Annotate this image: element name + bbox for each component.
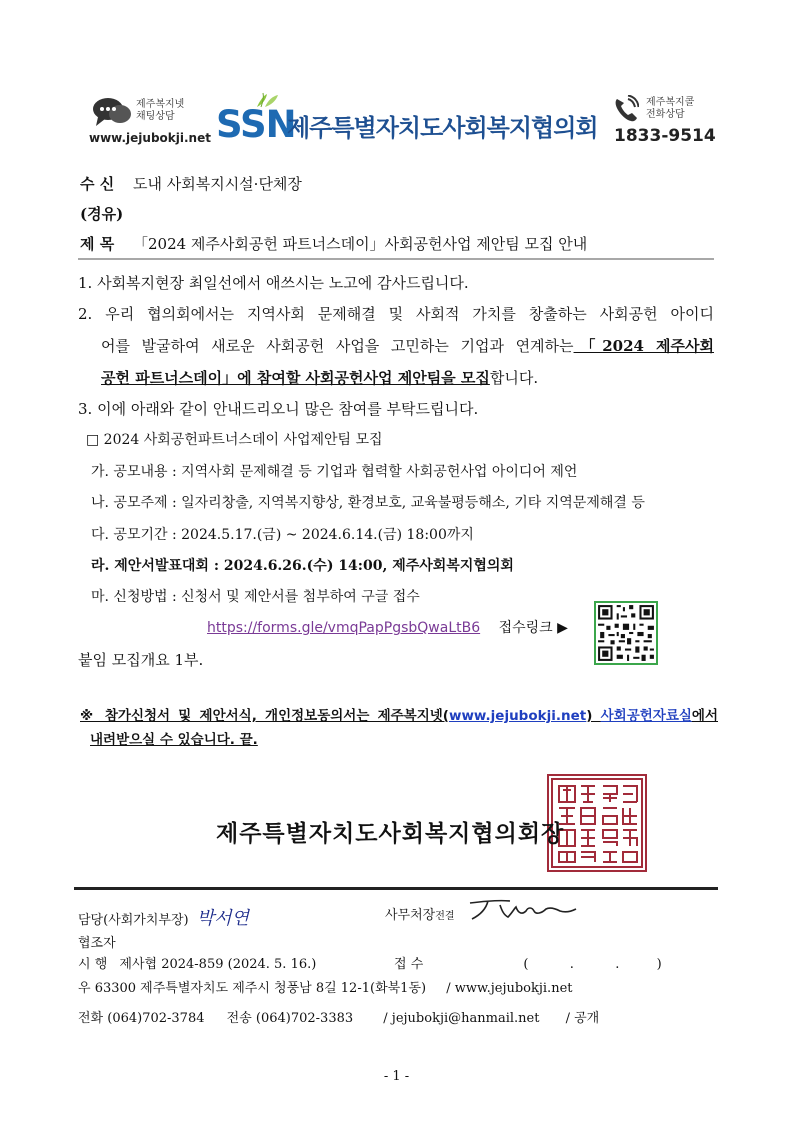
address: 우 63300 제주특별자치도 제주시 청풍남 8길 12-1(화북1동) (78, 981, 427, 996)
fax: 전송 (064)702-3383 (226, 1011, 354, 1026)
notice-suffix: 에서 (691, 708, 718, 724)
contact-row (78, 1007, 599, 1026)
paragraph-2-line-1: 2. 우리 협의회에서는 지역사회 문제해결 및 사회적 가치를 창출하는 사회공헌 아이디 (78, 305, 714, 323)
phone-icon (613, 95, 639, 123)
form-link[interactable]: https://forms.gle/vmqPapPgsbQwaLtB6 (207, 620, 481, 636)
paragraph-2-line-3-text: 합니다. (489, 369, 539, 387)
via-label: (경유) (80, 205, 124, 223)
paragraph-2-line-3 (101, 367, 538, 388)
recruit-highlight: 공헌 파트너스데이」에 참여할 사회공헌사업 제안팀을 모집 (101, 369, 490, 387)
enforce-row (78, 953, 316, 972)
receive-label: 접 수 (394, 957, 424, 972)
paragraph-3: 3. 이에 아래와 같이 안내드리오니 많은 참여를 부탁드립니다. (78, 400, 479, 418)
receive-value: ( . . ) (523, 957, 662, 972)
recipient-label: 수 신 (80, 175, 115, 193)
chat-consult-label: 제주복지넷 채팅상담 (136, 99, 185, 122)
recipient-value: 도내 사회복지시설·단체장 (132, 175, 302, 193)
paragraph-1: 1. 사회복지현장 최일선에서 애쓰시는 노고에 감사드립니다. (78, 274, 469, 292)
notice-site-link[interactable]: www.jejubokji.net (448, 708, 587, 724)
notice-line-1 (80, 704, 718, 728)
notice-room-link[interactable]: 사회공헌자료실 (600, 708, 692, 724)
item-na: 나. 공모주제 : 일자리창출, 지역복지향상, 환경보호, 교육불평등해소, 기타 지역문제해결 등 (91, 495, 645, 511)
footer-divider (74, 887, 718, 890)
chat-site-url[interactable]: www.jejubokji.net (89, 131, 211, 145)
subject-row (80, 233, 587, 254)
staff-label: 담당(사회가치부장) (78, 913, 189, 928)
page-number: - 1 - (383, 1069, 410, 1084)
link-label: 접수링크 ▶ (498, 620, 568, 636)
chat-bubble-icon (92, 97, 132, 127)
notice-line-2: 내려받으실 수 있습니다. 끝. (90, 732, 258, 748)
secretary-signature (466, 897, 578, 923)
cooperator-label: 협조자 (78, 936, 116, 951)
phone-number[interactable]: 1833-9514 (614, 126, 716, 146)
org-title: 제주특별자치도사회복지협의회 (287, 114, 598, 142)
subject-label: 제 목 (80, 235, 115, 253)
footer-site[interactable]: / www.jejubokji.net (446, 981, 573, 996)
sender-title: 제주특별자치도사회복지협의회장 (216, 821, 565, 847)
paragraph-2-line-2-text: 어를 발굴하여 새로운 사회공헌 사업을 고민하는 기업과 연계하는 (101, 337, 574, 355)
item-da: 다. 공모기간 : 2024.5.17.(금) ~ 2024.6.14.(금) 18:00까지 (91, 527, 474, 543)
receive-row (394, 953, 662, 972)
notice-mid: ) (586, 708, 601, 724)
staff-signature: 박서연 (196, 908, 249, 929)
secretary-row (385, 904, 455, 923)
paragraph-2-line-2 (101, 335, 714, 356)
download-notice (80, 704, 718, 752)
qr-code[interactable] (594, 601, 658, 665)
phone-consult-label: 제주복지콜 전화상담 (646, 97, 695, 120)
attachment-note: 붙임 모집개요 1부. (78, 651, 204, 669)
enforce-label: 시 행 (78, 957, 108, 972)
phone: 전화 (064)702-3784 (78, 1011, 205, 1026)
item-ra: 라. 제안서발표대회 : 2024.6.26.(수) 14:00, 제주사회복지협의회 (91, 558, 514, 574)
header-divider (78, 258, 714, 260)
ssn-logo: SSN (216, 103, 296, 146)
secretary-label: 사무처장 (385, 908, 436, 923)
enforce-value: 제사협 2024-859 (2024. 5. 16.) (119, 957, 317, 972)
notice-prefix: ※ 참가신청서 및 제안서식, 개인정보동의서는 제주복지넷( (80, 708, 449, 724)
address-row (78, 977, 572, 996)
form-link-row (207, 617, 568, 637)
secretary-delegation: 전결 (435, 911, 455, 922)
event-name-highlight: 「2024 제주사회 (573, 337, 714, 355)
item-ga: 가. 공모내용 : 지역사회 문제해결 등 기업과 협력할 사회공헌사업 아이디어 제언 (91, 464, 578, 480)
recipient-row (80, 173, 302, 194)
staff-row (78, 904, 249, 930)
subject-value: 「2024 제주사회공헌 파트너스데이」사회공헌사업 제안팀 모집 안내 (132, 235, 588, 253)
disclosure: / 공개 (565, 1011, 600, 1026)
email[interactable]: / jejubokji@hanmail.net (383, 1011, 540, 1026)
box-item: □ 2024 사회공헌파트너스데이 사업제안팀 모집 (86, 432, 383, 448)
item-ma: 마. 신청방법 : 신청서 및 제안서를 첨부하여 구글 접수 (91, 589, 420, 605)
